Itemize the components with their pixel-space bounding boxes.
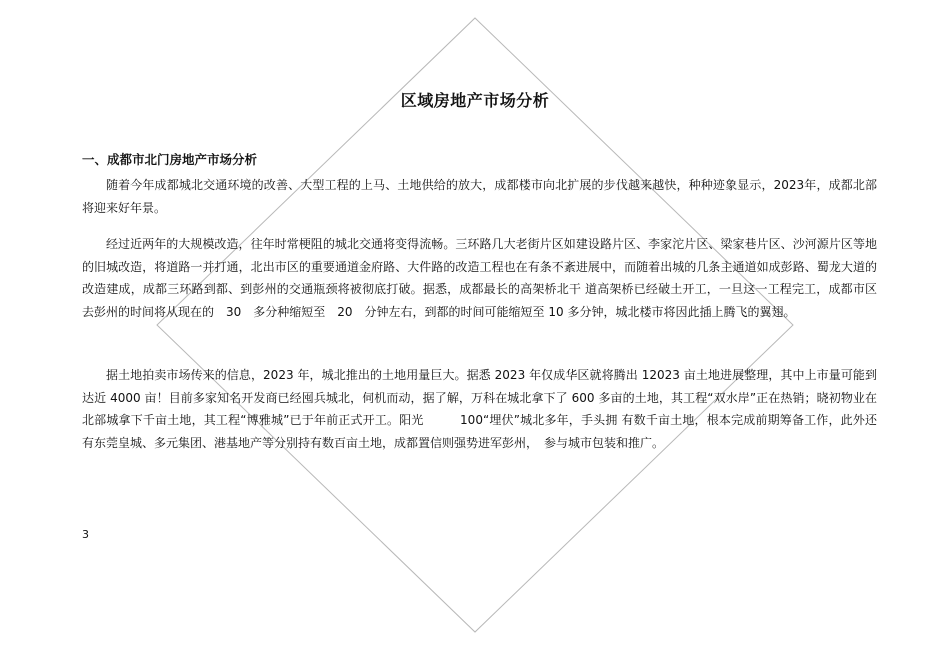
page-number: 3 bbox=[82, 528, 89, 541]
paragraph-2: 经过近两年的大规模改造，往年时常梗阻的城北交通将变得流畅。三环路几大老街片区如建设路片区、李家沱片区、梁家巷片区、沙河源片区等地的旧城改造，将道路一并打通，北出市区的重要通道金府路、大件路的改造工程也在有条不紊进展中，而随着出城的几条主通道如成彭路、蜀龙大道的改造建成，成都三环路到都、到彭州的交通瓶颈将被彻底打破。据悉，成都最长的高架桥北干 道高架桥已经破土开工，一旦这一工程完工，成都市区去彭州的时间将从现在的 30 多分种缩短至 20 分钟左右，到都的时间可能缩短至 10 多分钟，城北楼市将因此插上腾飞的翼翅。 bbox=[82, 237, 877, 319]
paragraph-1: 随着今年成都城北交通环境的改善、大型工程的上马、土地供给的放大，成都楼市向北扩展的步伐越来越快，种种迹象显示，2023年，成都北部将迎来好年景。 bbox=[82, 178, 877, 215]
document-title: 区域房地产市场分析 bbox=[400, 91, 550, 110]
section-heading: 一、成都市北门房地产市场分析 bbox=[82, 152, 258, 167]
paragraph-3: 据土地拍卖市场传来的信息，2023 年，城北推出的土地用量巨大。据悉 2023 年仅成华区就将腾出 12023 亩土地进展整理，其中上市量可能到达近 4000 亩！目前多家知名开发商已经囤兵城北，伺机而动，据了解，万科在城北拿下了 600 多亩的土地，其工程“双水岸”正在热销；晓初物业在北部城拿下千亩土地，其工程“博雅城”已于年前正式开工。阳光 100“埋伏”城北多年，手头拥 有数千亩土地，根本完成前期筹备工作，此外还有东莞皇城、多元集团、港基地产等分别持有数百亩土地，成都置信则强势进军彭州， 参与城市包装和推广。 bbox=[82, 368, 877, 450]
